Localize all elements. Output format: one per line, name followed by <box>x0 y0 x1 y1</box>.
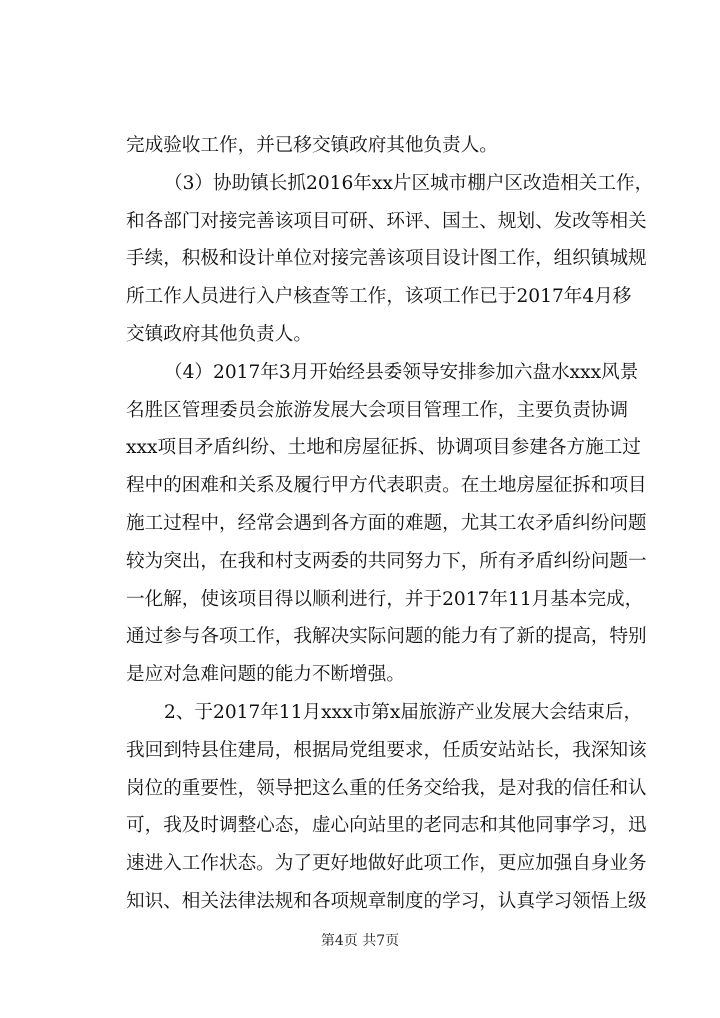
text-line: 速进入工作状态。为了更好地做好此项工作，更应加强自身业务 <box>126 853 647 875</box>
text-line: （4）2017年3月开始经县委领导安排参加六盘水xxx风景 <box>164 361 639 383</box>
text-line: 2、于2017年11月xxx市第x届旅游产业发展大会结束后， <box>164 701 643 723</box>
page-footer <box>0 931 720 951</box>
text-line: 可，我及时调整心态，虚心向站里的老同志和其他同事学习，迅 <box>126 815 647 837</box>
text-line: 知识、相关法律法规和各项规章制度的学习，认真学习领悟上级 <box>126 890 647 912</box>
text-line: 通过参与各项工作，我解决实际问题的能力有了新的提高，特别 <box>126 626 647 648</box>
text-line: （3）协助镇长抓2016年xx片区城市棚户区改造相关工作， <box>164 172 654 194</box>
text-line: 所工作人员进行入户核查等工作，该项工作已于2017年4月移 <box>126 286 632 308</box>
text-line: 交镇政府其他负责人。 <box>126 323 312 345</box>
text-line: 我回到特县住建局，根据局党组要求，任质安站站长，我深知该 <box>126 739 647 761</box>
page-number-label: 第4页 共7页 <box>320 933 400 949</box>
text-line: 手续，积极和设计单位对接完善该项目设计图工作，组织镇城规 <box>126 248 647 270</box>
document-body <box>126 127 654 921</box>
text-line: 施工过程中，经常会遇到各方面的难题，尤其工农矛盾纠纷问题 <box>126 512 647 534</box>
text-line: 较为突出，在我和村支两委的共同努力下，所有矛盾纠纷问题一 <box>126 550 647 572</box>
text-line: xxx项目矛盾纠纷、土地和房屋征拆、协调项目参建各方施工过 <box>126 437 641 459</box>
text-line: 完成验收工作，并已移交镇政府其他负责人。 <box>126 135 498 156</box>
text-line: 和各部门对接完善该项目可研、环评、国土、规划、发改等相关 <box>126 210 647 232</box>
text-line: 程中的困难和关系及履行甲方代表职责。在土地房屋征拆和项目 <box>126 475 647 497</box>
text-line: 是应对急难问题的能力不断增强。 <box>126 664 405 686</box>
text-line: 一化解，使该项目得以顺利进行，并于2017年11月基本完成， <box>126 588 644 610</box>
text-line: 岗位的重要性，领导把这么重的任务交给我，是对我的信任和认 <box>126 777 647 799</box>
text-line: 名胜区管理委员会旅游发展大会项目管理工作，主要负责协调 <box>126 399 629 421</box>
